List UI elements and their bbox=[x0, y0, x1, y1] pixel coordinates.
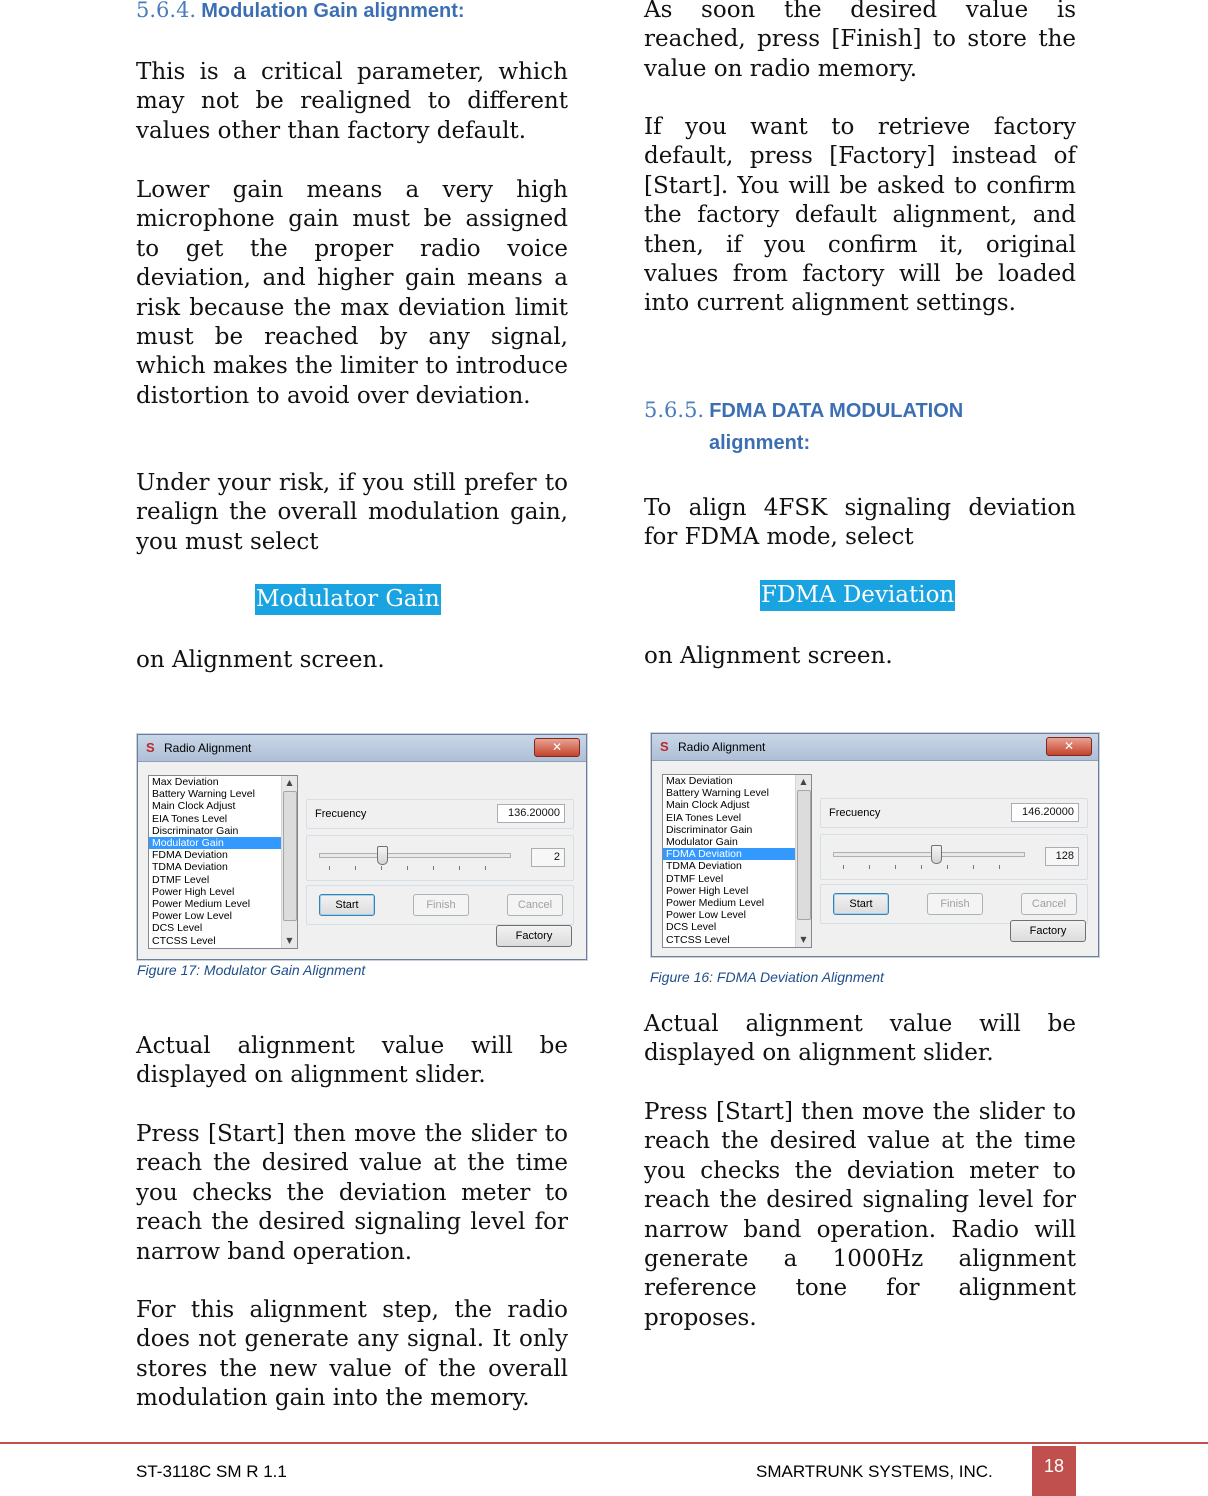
left-paragraph-1: This is a critical parameter, which may not be realigned to different values other than factory default. bbox=[136, 59, 568, 144]
highlight-fdma-deviation bbox=[760, 580, 955, 611]
start-button[interactable]: Start bbox=[833, 893, 889, 915]
factory-button[interactable]: Factory bbox=[496, 925, 572, 947]
list-item[interactable]: DCS Level bbox=[666, 921, 717, 934]
scroll-down-icon[interactable]: ▼ bbox=[286, 936, 293, 945]
list-item[interactable]: Battery Warning Level bbox=[152, 788, 255, 801]
list-item[interactable]: Discriminator Gain bbox=[152, 824, 239, 837]
close-icon[interactable]: ✕ bbox=[1046, 737, 1092, 756]
left-paragraph-6: Press [Start] then move the slider to reach the desired value at the time you checks the deviation meter to reach the desired signaling level for narrow band operation. bbox=[136, 1121, 568, 1265]
footer-company: SMARTRUNK SYSTEMS, INC. bbox=[756, 1462, 993, 1481]
list-item[interactable]: Modulator Gain bbox=[666, 836, 738, 849]
slider-tick bbox=[329, 866, 330, 870]
footer-divider bbox=[0, 1442, 1208, 1444]
alignment-slider-track[interactable] bbox=[319, 853, 511, 858]
slider-tick bbox=[459, 866, 460, 870]
slider-tick bbox=[869, 865, 870, 869]
list-scrollbar[interactable] bbox=[281, 776, 297, 948]
slider-tick bbox=[433, 866, 434, 870]
list-item[interactable]: Modulator Gain bbox=[149, 837, 297, 849]
list-item[interactable]: Battery Warning Level bbox=[666, 787, 769, 800]
list-item[interactable]: FDMA Deviation bbox=[152, 849, 228, 862]
slider-group bbox=[820, 834, 1088, 880]
list-item[interactable]: Power High Level bbox=[666, 884, 749, 897]
footer-doc-id: ST-3118C SM R 1.1 bbox=[136, 1462, 287, 1481]
list-scrollbar[interactable] bbox=[795, 775, 811, 947]
slider-value: 128 bbox=[1045, 847, 1079, 866]
list-item[interactable]: TDMA Deviation bbox=[666, 860, 742, 873]
close-icon[interactable]: ✕ bbox=[534, 738, 580, 757]
list-item[interactable]: CTCSS Level bbox=[666, 933, 730, 946]
left-paragraph-4: on Alignment screen. bbox=[136, 647, 385, 673]
list-item[interactable]: EIA Tones Level bbox=[152, 812, 228, 825]
list-item[interactable]: DCS Level bbox=[152, 922, 203, 935]
list-item[interactable]: Main Clock Adjust bbox=[152, 800, 236, 813]
list-item[interactable]: Main Clock Adjust bbox=[666, 799, 750, 812]
app-logo-icon: S bbox=[660, 739, 669, 754]
title-bar bbox=[138, 735, 586, 762]
list-item[interactable]: Discriminator Gain bbox=[666, 823, 753, 836]
section-heading-5-6-5-line-2 bbox=[709, 432, 810, 455]
heading-number: 5.6.4. bbox=[136, 0, 197, 22]
heading-number: 5.6.5. bbox=[644, 398, 705, 422]
list-item[interactable]: Max Deviation bbox=[152, 776, 219, 788]
slider-tick bbox=[355, 866, 356, 870]
list-item[interactable]: Power Medium Level bbox=[152, 898, 251, 911]
scroll-thumb[interactable] bbox=[797, 790, 811, 920]
frequency-group bbox=[306, 799, 574, 829]
finish-button[interactable]: Finish bbox=[413, 894, 469, 916]
left-paragraph-2: Lower gain means a very high microphone gain must be assigned to get the proper radio voice deviation, and higher gain means a risk because the max deviation limit must be reached by any signal, which makes the limiter to introduce distortion to avoid over deviation. bbox=[136, 177, 568, 409]
right-paragraph-5: Actual alignment value will be displayed on alignment slider. bbox=[644, 1011, 1076, 1067]
list-item[interactable]: TDMA Deviation bbox=[152, 861, 228, 874]
slider-group bbox=[306, 835, 574, 881]
section-heading-5-6-4 bbox=[136, 0, 465, 23]
list-item[interactable]: EIA Tones Level bbox=[666, 811, 742, 824]
title-bar bbox=[652, 734, 1098, 761]
slider-value: 2 bbox=[531, 848, 565, 867]
right-paragraph-4: on Alignment screen. bbox=[644, 643, 893, 669]
scroll-down-icon[interactable]: ▼ bbox=[800, 935, 807, 944]
figure-caption-17: Figure 17: Modulator Gain Alignment bbox=[137, 962, 366, 978]
left-paragraph-7: For this alignment step, the radio does not generate any signal. It only stores the new value of the overall modulation gain into the memory. bbox=[136, 1297, 568, 1412]
window-title: Radio Alignment bbox=[678, 740, 766, 754]
frequency-label: Frecuency bbox=[315, 808, 367, 820]
radio-alignment-dialog-1 bbox=[137, 734, 587, 960]
start-button[interactable]: Start bbox=[319, 894, 375, 916]
page-number: 18 bbox=[1032, 1446, 1076, 1496]
right-paragraph-1: As soon the desired value is reached, press [Finish] to store the value on radio memory. bbox=[644, 0, 1076, 82]
alignment-list[interactable] bbox=[662, 774, 812, 948]
heading-title-line-2: alignment: bbox=[709, 432, 811, 454]
figure-caption-16: Figure 16: FDMA Deviation Alignment bbox=[650, 969, 884, 985]
highlight-text: Modulator Gain bbox=[255, 584, 441, 615]
alignment-slider-thumb[interactable] bbox=[377, 846, 388, 865]
buttons-group bbox=[306, 885, 574, 925]
left-paragraph-5: Actual alignment value will be displayed on alignment slider. bbox=[136, 1033, 568, 1089]
scroll-up-icon[interactable]: ▲ bbox=[800, 777, 807, 786]
slider-tick bbox=[947, 865, 948, 869]
heading-title: Modulation Gain alignment: bbox=[201, 0, 465, 22]
buttons-group bbox=[820, 884, 1088, 924]
left-paragraph-3: Under your risk, if you still prefer to realign the overall modulation gain, you must select bbox=[136, 470, 568, 555]
cancel-button[interactable]: Cancel bbox=[1021, 893, 1077, 915]
dialog-body bbox=[144, 767, 580, 953]
right-paragraph-6: Press [Start] then move the slider to reach the desired value at the time you checks the deviation meter to reach the desired signaling level for narrow band operation. Radio will generate a 1000Hz alignment reference tone for alignment proposes. bbox=[644, 1099, 1076, 1331]
radio-alignment-dialog-2 bbox=[651, 733, 1099, 957]
finish-button[interactable]: Finish bbox=[927, 893, 983, 915]
app-logo-icon: S bbox=[146, 740, 155, 755]
window-title: Radio Alignment bbox=[164, 741, 252, 755]
slider-tick bbox=[485, 866, 486, 870]
list-item[interactable]: DTMF Level bbox=[666, 872, 724, 885]
section-heading-5-6-5 bbox=[644, 398, 963, 423]
frequency-input[interactable]: 146.20000 bbox=[1011, 803, 1079, 822]
list-item[interactable]: Power Low Level bbox=[152, 910, 232, 923]
highlight-text: FDMA Deviation bbox=[760, 580, 955, 611]
heading-title-line-1: FDMA DATA MODULATION bbox=[709, 400, 964, 422]
dialog-body bbox=[658, 766, 1092, 950]
list-item[interactable]: Max Deviation bbox=[666, 775, 733, 787]
factory-button[interactable]: Factory bbox=[1010, 920, 1086, 942]
list-item[interactable]: Power Medium Level bbox=[666, 897, 765, 910]
slider-tick bbox=[973, 865, 974, 869]
right-paragraph-3: To align 4FSK signaling deviation for FDMA mode, select bbox=[644, 495, 1076, 551]
slider-tick bbox=[843, 865, 844, 869]
highlight-modulator-gain bbox=[255, 584, 441, 615]
list-item[interactable]: CTCSS Level bbox=[152, 934, 216, 947]
slider-tick bbox=[921, 865, 922, 869]
list-item[interactable]: DTMF Level bbox=[152, 873, 210, 886]
list-item[interactable]: FDMA Deviation bbox=[663, 848, 811, 860]
alignment-slider-thumb[interactable] bbox=[931, 845, 942, 864]
right-paragraph-2: If you want to retrieve factory default, press [Factory] instead of [Start]. You will be asked to confirm the factory default alignment, and then, if you confirm it, original values from factory will be loaded into current alignment settings. bbox=[644, 114, 1076, 317]
slider-tick bbox=[999, 865, 1000, 869]
list-item[interactable]: Power Low Level bbox=[666, 909, 746, 922]
slider-tick bbox=[407, 866, 408, 870]
list-item[interactable]: Power High Level bbox=[152, 885, 235, 898]
alignment-slider-track[interactable] bbox=[833, 852, 1025, 857]
cancel-button[interactable]: Cancel bbox=[507, 894, 563, 916]
slider-tick bbox=[895, 865, 896, 869]
alignment-list[interactable] bbox=[148, 775, 298, 949]
slider-tick bbox=[381, 866, 382, 870]
frequency-group bbox=[820, 798, 1088, 828]
scroll-up-icon[interactable]: ▲ bbox=[286, 778, 293, 787]
frequency-input[interactable]: 136.20000 bbox=[497, 804, 565, 823]
frequency-label: Frecuency bbox=[829, 807, 881, 819]
scroll-thumb[interactable] bbox=[283, 791, 297, 921]
